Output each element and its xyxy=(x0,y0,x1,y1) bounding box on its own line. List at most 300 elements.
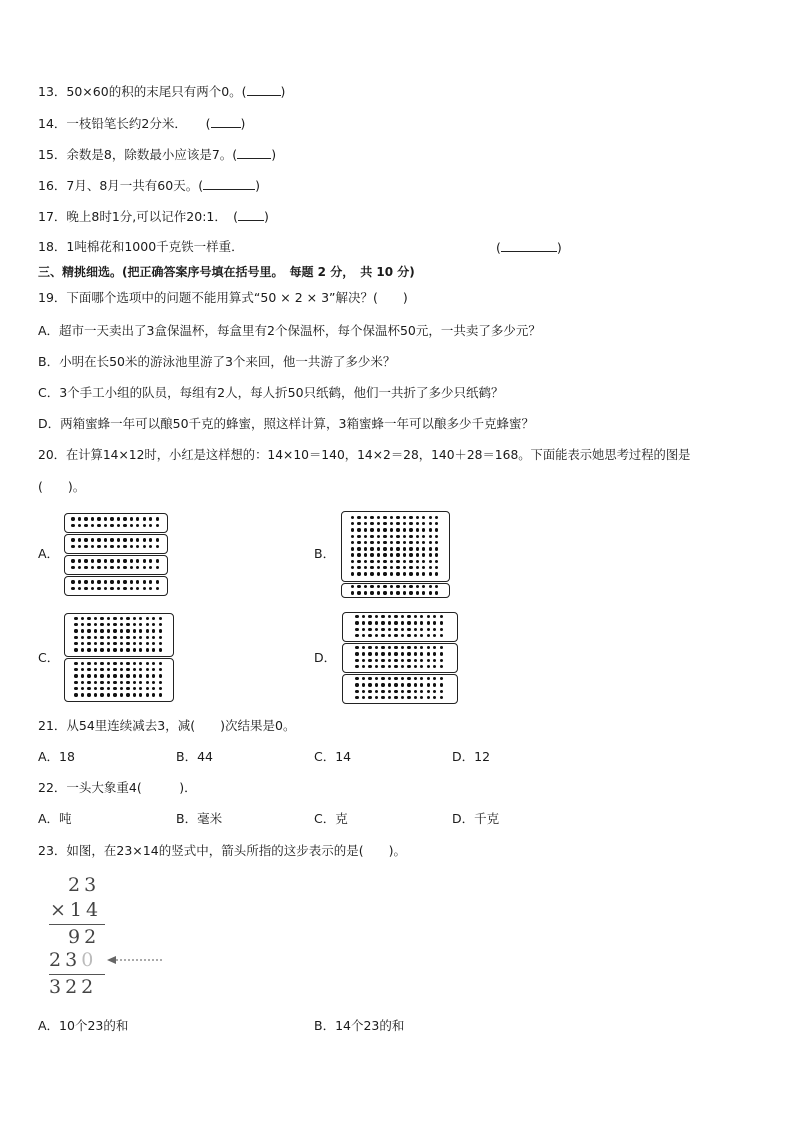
dot xyxy=(357,516,360,519)
dot xyxy=(355,677,358,680)
dot xyxy=(133,693,136,696)
figure-b-label[interactable]: B． xyxy=(314,546,336,561)
dot xyxy=(381,665,384,668)
figure-d-label[interactable]: D． xyxy=(314,650,337,665)
dot xyxy=(78,566,81,569)
dot xyxy=(110,587,113,590)
dot xyxy=(375,665,378,668)
dot xyxy=(123,524,126,527)
dot xyxy=(401,621,404,624)
dot xyxy=(143,524,146,527)
dot xyxy=(97,559,100,562)
dot xyxy=(381,659,384,662)
dot xyxy=(91,587,94,590)
dot xyxy=(355,690,358,693)
dot xyxy=(130,524,133,527)
dot xyxy=(351,528,354,531)
dot xyxy=(357,585,360,588)
dot xyxy=(87,642,90,645)
dot xyxy=(126,662,129,665)
dot xyxy=(133,681,136,684)
dot xyxy=(84,538,87,541)
dot xyxy=(429,535,432,538)
dot xyxy=(146,617,149,620)
dot xyxy=(407,634,410,637)
dot xyxy=(377,585,380,588)
dot xyxy=(117,580,120,583)
dot xyxy=(433,690,436,693)
dot xyxy=(414,659,417,662)
dot xyxy=(422,516,425,519)
dot xyxy=(110,545,113,548)
dot xyxy=(362,646,365,649)
dot xyxy=(396,528,399,531)
dot xyxy=(74,662,77,665)
dot xyxy=(113,693,116,696)
dot xyxy=(74,617,77,620)
dot xyxy=(394,665,397,668)
dot xyxy=(139,629,142,632)
dot xyxy=(113,681,116,684)
dot xyxy=(110,524,113,527)
dot xyxy=(433,621,436,624)
dot xyxy=(416,560,419,563)
dot xyxy=(355,634,358,637)
dot xyxy=(433,696,436,699)
dot xyxy=(133,662,136,665)
dot xyxy=(416,591,419,594)
dot xyxy=(414,665,417,668)
dot xyxy=(136,580,139,583)
dot xyxy=(104,566,107,569)
dot xyxy=(362,659,365,662)
dot xyxy=(136,559,139,562)
dot xyxy=(394,615,397,618)
dot xyxy=(435,541,438,544)
dot xyxy=(139,617,142,620)
dot xyxy=(123,566,126,569)
dot xyxy=(107,648,110,651)
question-19-option-b[interactable]: B．小明在长50米的游泳池里游了3个来回，他一共游了多少米？ xyxy=(38,354,396,369)
dot xyxy=(100,623,103,626)
dot xyxy=(414,628,417,631)
dot xyxy=(394,683,397,686)
dot xyxy=(159,687,162,690)
dot xyxy=(422,541,425,544)
dot xyxy=(136,538,139,541)
dot xyxy=(407,652,410,655)
dot xyxy=(351,516,354,519)
dot xyxy=(110,580,113,583)
dot xyxy=(420,696,423,699)
answer-blank[interactable] xyxy=(203,177,255,190)
dot xyxy=(120,687,123,690)
question-21-option-a[interactable]: A．18 xyxy=(38,749,75,764)
dot xyxy=(117,559,120,562)
dot xyxy=(87,674,90,677)
final-product: 322 xyxy=(49,976,98,998)
dot xyxy=(139,636,142,639)
dot xyxy=(407,677,410,680)
question-19-option-d[interactable]: D．两箱蜜蜂一年可以酿50千克的蜂蜜，照这样计算，3箱蜜蜂一年可以酿多少千克蜂蜜？ xyxy=(38,416,534,431)
dot xyxy=(364,553,367,556)
dot xyxy=(126,623,129,626)
dot xyxy=(409,547,412,550)
dot xyxy=(355,696,358,699)
question-21-stem: 21．从54里连续减去3，减( )次结果是0。 xyxy=(38,718,296,733)
dot xyxy=(100,629,103,632)
dot xyxy=(159,629,162,632)
dot xyxy=(143,517,146,520)
dot xyxy=(433,615,436,618)
dot xyxy=(87,687,90,690)
dot xyxy=(107,687,110,690)
dot xyxy=(390,566,393,569)
dot xyxy=(146,648,149,651)
dot xyxy=(97,517,100,520)
answer-blank[interactable] xyxy=(501,239,557,252)
dot xyxy=(370,585,373,588)
dot xyxy=(396,516,399,519)
dot xyxy=(440,652,443,655)
dot xyxy=(440,634,443,637)
figure-a-box xyxy=(64,534,168,554)
question-22-option-a[interactable]: A．吨 xyxy=(38,811,72,826)
dot xyxy=(84,524,87,527)
dot xyxy=(362,628,365,631)
dot xyxy=(403,585,406,588)
dot xyxy=(401,677,404,680)
dot xyxy=(136,587,139,590)
question-18-answer: ( ) xyxy=(496,240,562,255)
dot xyxy=(403,572,406,575)
dot xyxy=(94,674,97,677)
dot xyxy=(368,690,371,693)
dot xyxy=(407,615,410,618)
dot xyxy=(416,553,419,556)
dot xyxy=(159,636,162,639)
dot xyxy=(104,524,107,527)
dot xyxy=(136,524,139,527)
dot xyxy=(120,617,123,620)
question-23-option-a[interactable]: A．10个23的和 xyxy=(38,1018,129,1033)
dot xyxy=(435,522,438,525)
dot xyxy=(440,615,443,618)
dot xyxy=(383,547,386,550)
dot xyxy=(351,560,354,563)
question-20-stem: 20．在计算14×12时，小红是这样想的：14×10＝140，14×2＝28，140＋28＝168。下面能表示她思考过程的图是 xyxy=(38,448,691,462)
dot xyxy=(362,615,365,618)
dot xyxy=(416,528,419,531)
dot xyxy=(107,642,110,645)
dot xyxy=(126,674,129,677)
dot xyxy=(84,545,87,548)
dot xyxy=(375,683,378,686)
dot xyxy=(133,687,136,690)
dot xyxy=(81,642,84,645)
dot xyxy=(156,517,159,520)
dot xyxy=(156,559,159,562)
dot xyxy=(370,572,373,575)
dot xyxy=(100,687,103,690)
section-3-heading: 三、精挑细选。(把正确答案序号填在括号里。 每题 2 分， 共 10 分) xyxy=(38,265,415,279)
dot xyxy=(394,646,397,649)
dot xyxy=(94,693,97,696)
dot xyxy=(126,629,129,632)
dot xyxy=(396,541,399,544)
dot xyxy=(407,690,410,693)
dot xyxy=(409,522,412,525)
dot xyxy=(126,642,129,645)
question-23-option-b[interactable]: B．14个23的和 xyxy=(314,1018,405,1033)
figure-a-box xyxy=(64,576,168,596)
dot xyxy=(130,517,133,520)
dot xyxy=(146,629,149,632)
dot xyxy=(407,659,410,662)
question-21-option-c[interactable]: C．14 xyxy=(314,749,352,764)
dot xyxy=(407,696,410,699)
dot xyxy=(94,636,97,639)
dot xyxy=(401,646,404,649)
dot xyxy=(427,646,430,649)
dot xyxy=(383,541,386,544)
dot xyxy=(390,535,393,538)
dot xyxy=(396,585,399,588)
question-22-option-c[interactable]: C．克 xyxy=(314,811,348,826)
dot xyxy=(120,668,123,671)
dot xyxy=(100,662,103,665)
dot xyxy=(117,587,120,590)
dot xyxy=(377,528,380,531)
figure-d-box xyxy=(342,643,458,673)
dot xyxy=(357,560,360,563)
dot xyxy=(94,662,97,665)
dot xyxy=(381,683,384,686)
dot xyxy=(420,665,423,668)
dot xyxy=(433,628,436,631)
dot xyxy=(113,662,116,665)
dot xyxy=(420,621,423,624)
question-18 xyxy=(38,239,244,255)
dot xyxy=(84,587,87,590)
dot xyxy=(355,646,358,649)
dot xyxy=(136,517,139,520)
dot xyxy=(388,646,391,649)
dot xyxy=(416,522,419,525)
answer-blank[interactable] xyxy=(211,115,241,128)
answer-blank[interactable] xyxy=(237,146,271,159)
dot xyxy=(126,681,129,684)
question-23-stem: 23．如图，在23×14的竖式中，箭头所指的这步表示的是( )。 xyxy=(38,843,406,858)
question-15-text: 15．余数是8，除数最小应该是7。( xyxy=(38,147,238,162)
question-13: 13．50×60的积的末尾只有两个0。( ) xyxy=(38,84,286,99)
dot xyxy=(156,587,159,590)
dot xyxy=(156,566,159,569)
dot xyxy=(74,642,77,645)
dot xyxy=(355,615,358,618)
dot xyxy=(87,662,90,665)
dot xyxy=(120,648,123,651)
dot xyxy=(422,585,425,588)
question-19-stem: 19．下面哪个选项中的问题不能用算式“50 × 2 × 3”解决？( ) xyxy=(38,290,408,305)
dot xyxy=(370,591,373,594)
dot xyxy=(435,553,438,556)
dot xyxy=(388,634,391,637)
dot xyxy=(370,566,373,569)
dot xyxy=(133,629,136,632)
question-21-option-d[interactable]: D．12 xyxy=(452,749,491,764)
dot xyxy=(71,524,74,527)
dot xyxy=(84,517,87,520)
dot xyxy=(381,652,384,655)
dot xyxy=(420,652,423,655)
dot xyxy=(351,547,354,550)
dot xyxy=(435,591,438,594)
dot xyxy=(156,538,159,541)
dot xyxy=(403,566,406,569)
dot xyxy=(149,559,152,562)
dot xyxy=(364,591,367,594)
dot xyxy=(414,690,417,693)
dot xyxy=(81,687,84,690)
dot xyxy=(401,628,404,631)
dot xyxy=(113,623,116,626)
dot xyxy=(159,623,162,626)
dot xyxy=(146,662,149,665)
dot xyxy=(351,522,354,525)
dot xyxy=(422,572,425,575)
figure-a-label[interactable]: A． xyxy=(38,546,60,561)
question-21-option-b[interactable]: B．44 xyxy=(176,749,213,764)
dot xyxy=(427,683,430,686)
dot xyxy=(133,674,136,677)
dot xyxy=(427,659,430,662)
dot xyxy=(357,535,360,538)
dot xyxy=(74,693,77,696)
dot xyxy=(97,587,100,590)
dot xyxy=(126,617,129,620)
dot xyxy=(117,538,120,541)
dot xyxy=(422,560,425,563)
question-22-option-b[interactable]: B．毫米 xyxy=(176,811,223,826)
figure-c-label[interactable]: C． xyxy=(38,650,60,665)
dot xyxy=(420,683,423,686)
dot xyxy=(381,628,384,631)
dot xyxy=(390,547,393,550)
dot xyxy=(440,690,443,693)
dot xyxy=(420,690,423,693)
dot xyxy=(74,668,77,671)
dot xyxy=(110,559,113,562)
dot xyxy=(152,681,155,684)
dot xyxy=(414,621,417,624)
dot xyxy=(133,668,136,671)
dot xyxy=(420,615,423,618)
dot xyxy=(91,566,94,569)
question-19-option-a[interactable]: A．超市一天卖出了3盒保温杯，每盒里有2个保温杯，每个保温杯50元，一共卖了多少元？ xyxy=(38,323,541,338)
dot xyxy=(130,559,133,562)
dot xyxy=(440,621,443,624)
dot xyxy=(94,648,97,651)
question-19-option-c[interactable]: C．3个手工小组的队员，每组有2人，每人折50只纸鹤，他们一共折了多少只纸鹤？ xyxy=(38,385,504,400)
dot xyxy=(91,517,94,520)
dot xyxy=(383,566,386,569)
dot xyxy=(130,545,133,548)
dot xyxy=(357,591,360,594)
dot xyxy=(390,516,393,519)
dot xyxy=(368,621,371,624)
dot xyxy=(97,538,100,541)
dot xyxy=(74,629,77,632)
dot xyxy=(152,674,155,677)
dot xyxy=(429,560,432,563)
dot xyxy=(130,538,133,541)
dot xyxy=(420,677,423,680)
dot xyxy=(390,572,393,575)
dot xyxy=(357,528,360,531)
answer-blank[interactable] xyxy=(247,83,281,96)
dot xyxy=(81,668,84,671)
dot xyxy=(440,696,443,699)
dot xyxy=(136,566,139,569)
dot xyxy=(159,674,162,677)
dot xyxy=(375,634,378,637)
dot xyxy=(396,547,399,550)
dot xyxy=(420,628,423,631)
dot xyxy=(123,545,126,548)
question-16-text: 16．7月、8月一共有60天。( xyxy=(38,178,204,193)
dot xyxy=(416,566,419,569)
dot xyxy=(435,547,438,550)
dot xyxy=(409,528,412,531)
dot xyxy=(383,591,386,594)
dot xyxy=(143,538,146,541)
question-22-option-d[interactable]: D．千克 xyxy=(452,811,500,826)
dot xyxy=(427,615,430,618)
dot xyxy=(403,541,406,544)
dot xyxy=(146,668,149,671)
answer-blank[interactable] xyxy=(238,208,264,221)
question-16: 16．7月、8月一共有60天。( ) xyxy=(38,178,260,193)
dot xyxy=(100,693,103,696)
dot xyxy=(435,585,438,588)
dot xyxy=(351,572,354,575)
dot xyxy=(422,522,425,525)
dot xyxy=(355,628,358,631)
dot xyxy=(390,553,393,556)
dot xyxy=(143,559,146,562)
figure-a-box xyxy=(64,555,168,575)
dot xyxy=(94,623,97,626)
dot xyxy=(143,580,146,583)
dot xyxy=(117,545,120,548)
dot xyxy=(401,615,404,618)
dot xyxy=(409,516,412,519)
dot xyxy=(433,677,436,680)
dot xyxy=(159,668,162,671)
dot xyxy=(351,585,354,588)
dot xyxy=(435,566,438,569)
dot xyxy=(133,623,136,626)
dot xyxy=(416,585,419,588)
dot xyxy=(351,535,354,538)
dot xyxy=(427,696,430,699)
dot xyxy=(409,572,412,575)
dot xyxy=(377,560,380,563)
dot xyxy=(78,587,81,590)
dot xyxy=(78,538,81,541)
dot xyxy=(100,681,103,684)
